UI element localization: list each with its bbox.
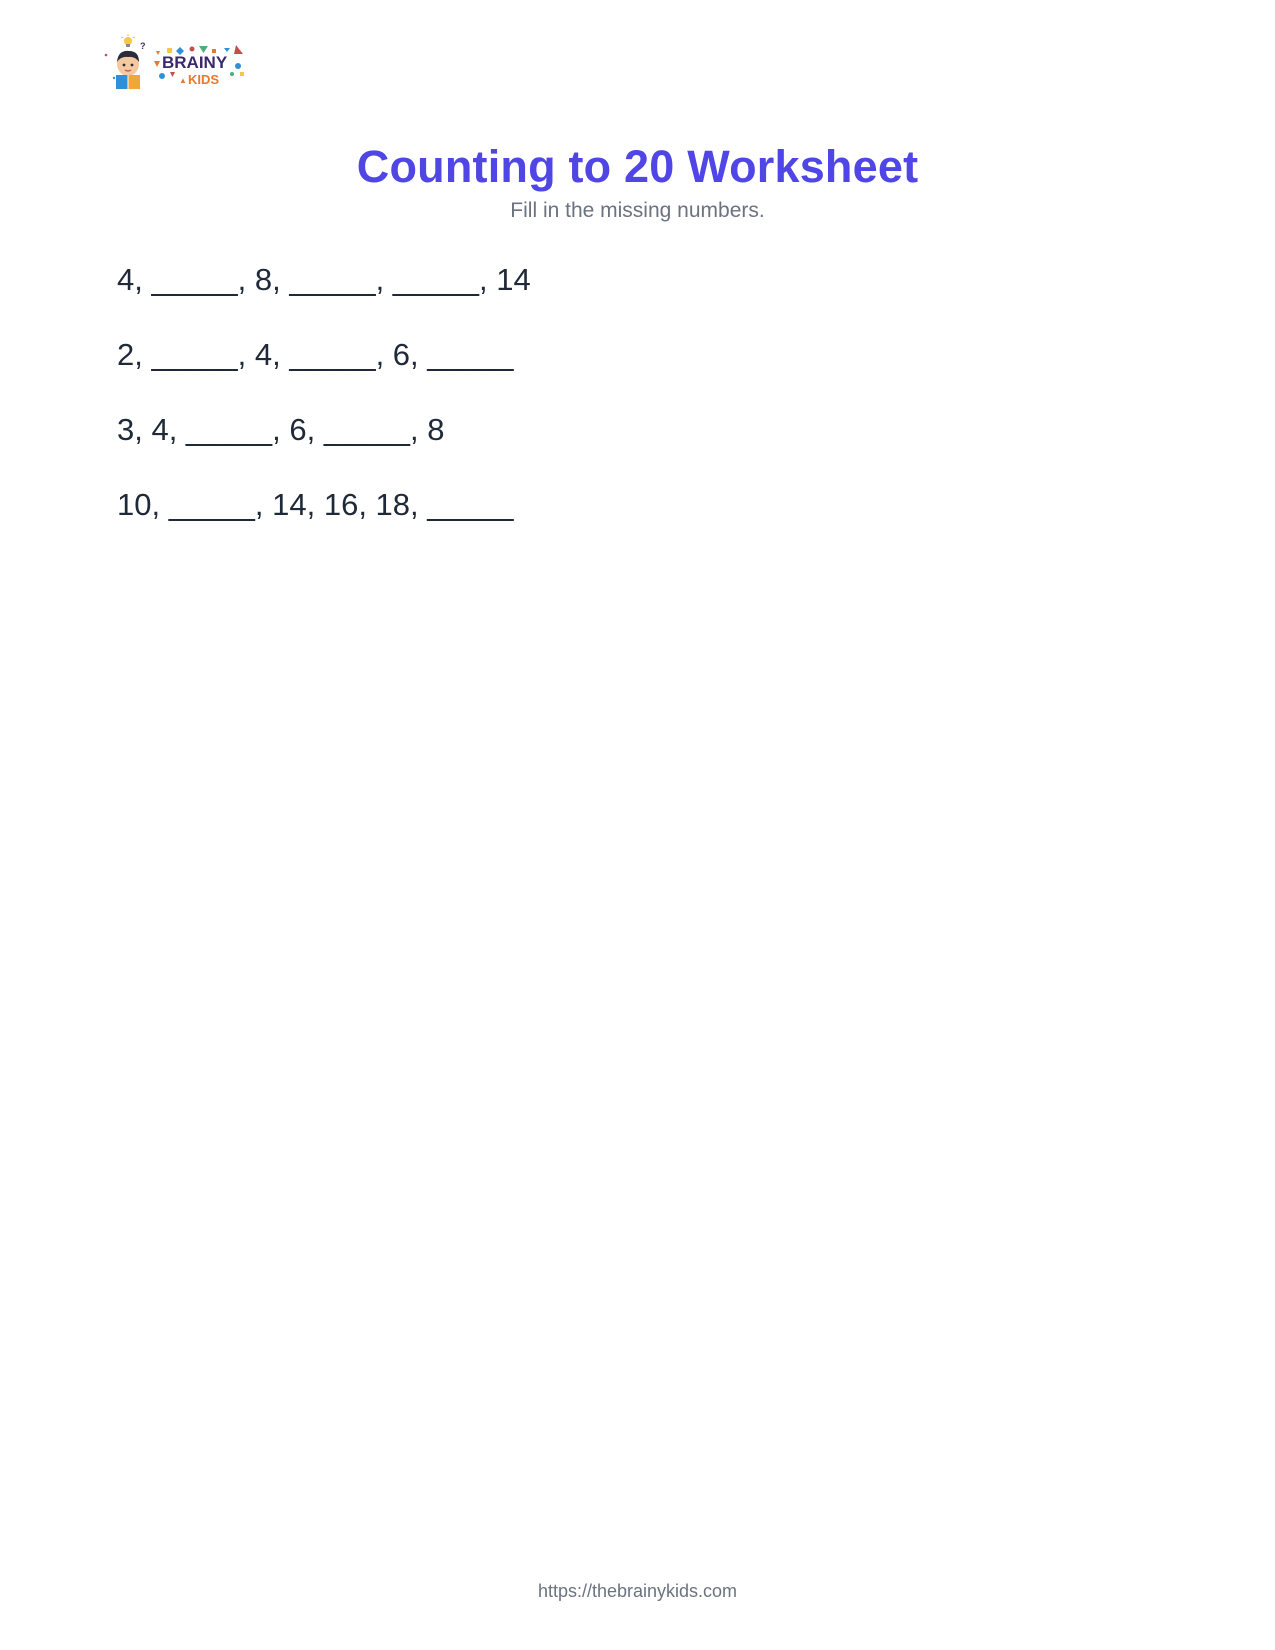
svg-text:?: ? (140, 41, 146, 51)
problem-row-1: 4, _____, 8, _____, _____, 14 (117, 262, 531, 297)
problem-row-4: 10, _____, 14, 16, 18, _____ (117, 487, 514, 522)
logo-text-brainy: BRAINY (162, 53, 228, 72)
problem-list (117, 262, 531, 562)
worksheet-header (0, 138, 1275, 224)
footer-url[interactable]: https://thebrainykids.com (537, 1581, 738, 1601)
problem-row-2: 2, _____, 4, _____, 6, _____ (117, 337, 514, 372)
brainy-kids-logo-icon (104, 34, 254, 96)
brainy-kids-logo (104, 34, 254, 96)
svg-text:▲: ▲ (179, 76, 187, 85)
logo-text-kids: KIDS (188, 72, 220, 87)
problem-row-3: 3, 4, _____, 6, _____, 8 (117, 412, 445, 447)
instructions-text: Fill in the missing numbers. (510, 199, 765, 222)
page-title: Counting to 20 Worksheet (356, 141, 919, 192)
